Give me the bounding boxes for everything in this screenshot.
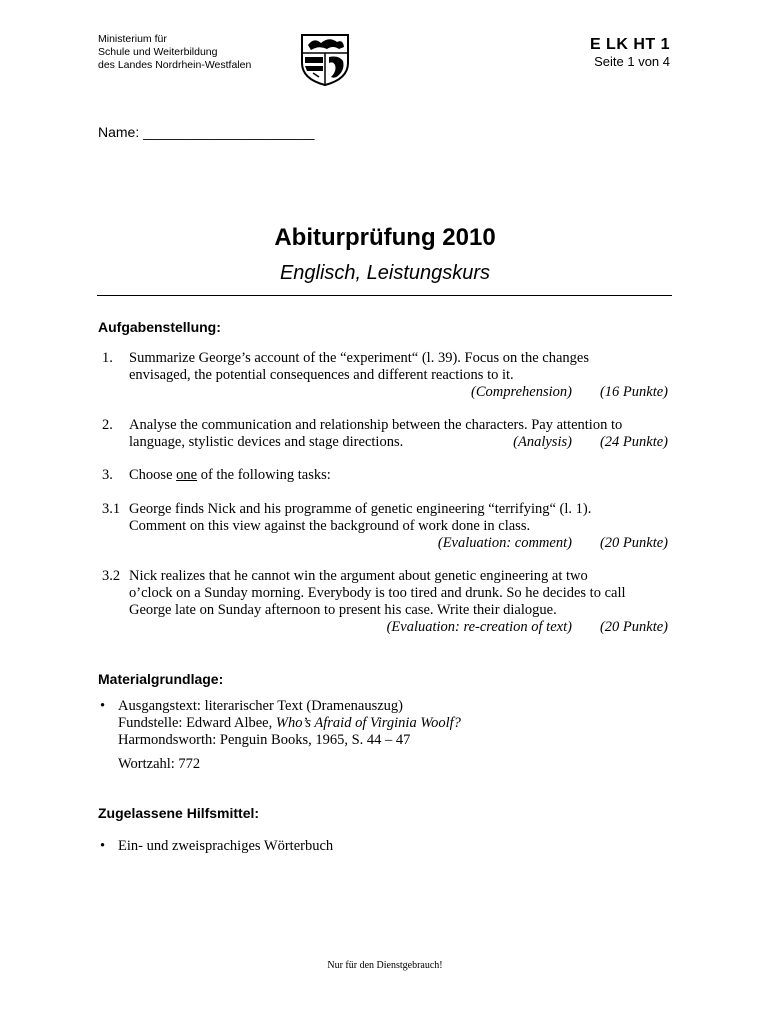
ministry-line: des Landes Nordrhein-Westfalen [98, 59, 252, 71]
task-text: Choose [129, 467, 177, 483]
task-text-line: o’clock on a Sunday morning. Everybody is too tired and drunk. So he decides to call [129, 585, 626, 601]
task-text-line: Nick realizes that he cannot win the argument about genetic engineering at two [129, 568, 588, 584]
bullet-icon: • [100, 698, 106, 714]
aids-list-item [98, 838, 668, 855]
ministry-name [98, 33, 251, 72]
task-text-emphasis: one [176, 467, 198, 483]
task-number: 1. [102, 350, 113, 366]
ministry-line: Ministerium für [98, 33, 167, 45]
task-text-line: Summarize George’s account of the “experiment“ (l. 39). Focus on the changes [129, 350, 589, 366]
footer-note: Nur für den Dienstgebrauch! [327, 960, 443, 971]
material-list-item [98, 698, 668, 773]
tasks-heading: Aufgabenstellung: [98, 319, 221, 335]
task-text: of the following tasks: [197, 467, 331, 483]
material-line: Ausgangstext: literarischer Text (Dramenauszug) [118, 698, 403, 714]
task-category: (Analysis) [513, 434, 572, 450]
task-category: (Evaluation: comment) [437, 535, 572, 551]
page-title: Abiturprüfung 2010 [274, 224, 496, 251]
material-wordcount: Wortzahl: 772 [118, 756, 201, 772]
task-points: (24 Punkte) [599, 434, 668, 450]
task-text-line: George late on Sunday afternoon to present his case. Write their dialogue. [129, 602, 557, 618]
task-category: (Evaluation: re-creation of text) [386, 619, 572, 635]
nrw-coat-of-arms-icon [299, 33, 351, 87]
task-text-line: Comment on this view against the background of work done in class. [129, 518, 531, 534]
page-number: Seite 1 von 4 [594, 54, 670, 69]
material-heading: Materialgrundlage: [98, 671, 224, 687]
name-field-line: Name: ______________________ [98, 124, 315, 140]
aids-heading: Zugelassene Hilfsmittel: [98, 805, 260, 821]
task-points: (20 Punkte) [599, 619, 668, 635]
task-points: (20 Punkte) [599, 535, 668, 551]
aids-text: Ein- und zweisprachiges Wörterbuch [118, 838, 334, 854]
task-text-line: envisaged, the potential consequences and different reactions to it. [129, 367, 514, 383]
task-category: (Comprehension) [471, 384, 572, 400]
task-item-1 [98, 350, 668, 401]
task-number: 3.2 [102, 568, 121, 584]
ministry-line: Schule und Weiterbildung [98, 46, 218, 58]
task-number: 3.1 [102, 501, 121, 517]
task-text-line: Analyse the communication and relationship between the characters. Pay attention to [129, 417, 623, 433]
task-number: 3. [102, 467, 113, 483]
task-item-2 [98, 417, 668, 451]
material-source-title: Who’s Afraid of Virginia Woolf? [275, 715, 461, 731]
task-text-line: language, stylistic devices and stage directions. [129, 434, 404, 450]
title-divider [97, 295, 672, 296]
task-number: 2. [102, 417, 113, 433]
exam-code: E LK HT 1 [589, 36, 670, 53]
task-item-3 [98, 467, 668, 484]
material-line: Harmondsworth: Penguin Books, 1965, S. 44 – 47 [118, 732, 411, 748]
task-text-line: George finds Nick and his programme of genetic engineering “terrifying“ (l. 1). [129, 501, 592, 517]
task-points: (16 Punkte) [599, 384, 668, 400]
page-subtitle: Englisch, Leistungskurs [279, 262, 491, 284]
task-item-3-1 [98, 501, 668, 552]
material-source: Fundstelle: Edward Albee, [118, 715, 276, 731]
bullet-icon: • [100, 838, 106, 854]
task-item-3-2 [98, 568, 668, 636]
